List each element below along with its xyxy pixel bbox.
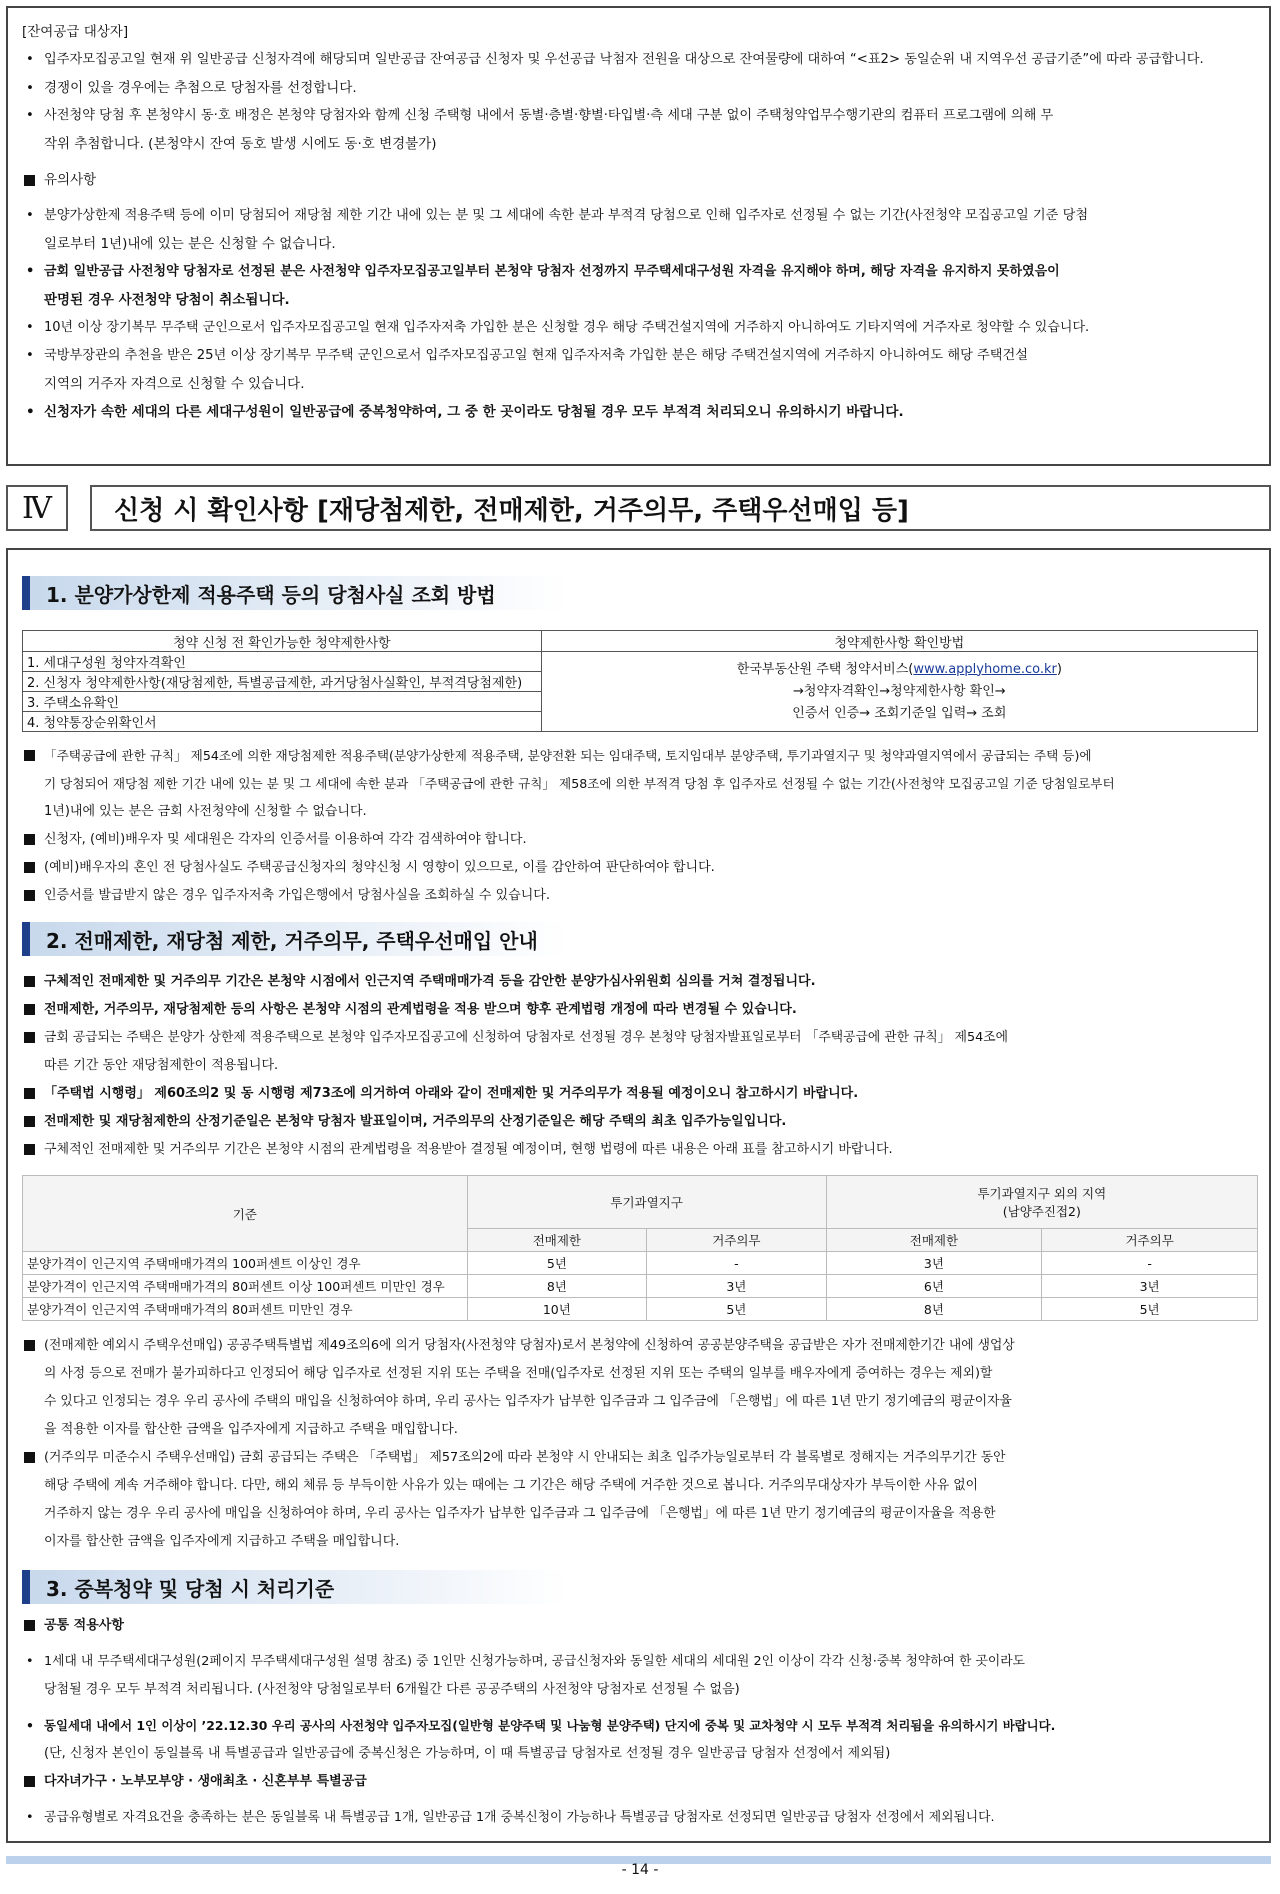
note-item: (거주의무 미준수시 주택우선매입) 금회 공급되는 주택은 「주택법」 제57조의2에 따라 본청약 시 안내되는 최초 입주가능일로부터 각 블록별로 정해지는 거주의무기간 동안 xyxy=(22,1444,1255,1472)
bullet-item: • 금회 일반공급 사전청약 당첨자로 선정된 분은 사전청약 입주자모집공고일부터 본청약 당첨자 선정까지 무주택세대구성원 자격을 유지해야 하며, 해당 자격을 유지하지 못하였음이 xyxy=(22,258,1255,286)
section-1-title: 1. 분양가상한제 적용주택 등의 당첨사실 조회 방법 xyxy=(46,582,496,607)
table-header: 투기과열지구 외의 지역 (남양주진접2) xyxy=(826,1176,1257,1229)
note-item: 인증서를 발급받지 않은 경우 입주자저축 가입은행에서 당첨사실을 조회하실 수 있습니다. xyxy=(22,882,1255,910)
table-cell: 1. 세대구성원 청약자격확인 xyxy=(23,652,542,672)
table-cell: 분양가격이 인근지역 주택매매가격의 80퍼센트 미만인 경우 xyxy=(23,1298,468,1321)
section-3-heading xyxy=(22,1570,567,1604)
note-continuation: 기 당첨되어 재당첨 제한 기간 내에 있는 분 및 그 세대에 속한 분과 「주택공급에 관한 규칙」 제58조에 의한 부적격 당첨 후 입주자로 선정될 수 없는 기간(사전청약 모집공고일 기준 당첨일로부터 xyxy=(44,776,1115,791)
bullet-item: • 사전청약 당첨 후 본청약시 동·호 배정은 본청약 당첨자와 함께 신청 주택형 내에서 동별·층별·향별·타입별·측 세대 구분 없이 주택청약업무수행기관의 컴퓨터 프로그램에 의해 무 xyxy=(22,102,1255,130)
residual-supply-box xyxy=(6,6,1271,466)
table-cell: 5년 xyxy=(647,1298,827,1321)
applyhome-link[interactable]: www.applyhome.co.kr xyxy=(913,661,1057,677)
bullet-item: • 신청자가 속한 세대의 다른 세대구성원이 일반공급에 중복청약하여, 그 중 한 곳이라도 당첨될 경우 모두 부적격 처리되오니 유의하시기 바랍니다. xyxy=(22,398,1255,426)
section-1-heading xyxy=(22,576,567,610)
section-3-body xyxy=(22,1612,1255,1832)
table-cell: 8년 xyxy=(826,1298,1042,1321)
table-header: 청약 신청 전 확인가능한 청약제한사항 xyxy=(23,631,542,652)
note-continuation: 해당 주택에 계속 거주해야 합니다. 다만, 해외 체류 등 부득이한 사유가 있는 때에는 그 기간은 해당 주택에 거주한 것으로 봅니다. 거주의무대상자가 부득이한 사유 없이 xyxy=(44,1478,979,1493)
table-subheader: 거주의무 xyxy=(647,1229,827,1252)
check-method-steps: 인증서 인증→ 조회기준일 입력→ 조회 xyxy=(792,705,1007,721)
table-row xyxy=(23,1275,1258,1298)
notice-heading: 유의사항 xyxy=(22,166,1255,194)
check-method-cell: 한국부동산원 주택 청약서비스(www.applyhome.co.kr) →청약자격확인→청약제한사항 확인→ 인증서 인증→ 조회기준일 입력→ 조회 xyxy=(541,652,1257,732)
table-row xyxy=(23,1298,1258,1321)
note-item: 구체적인 전매제한 및 거주의무 기간은 본청약 시점의 관계법령을 적용받아 결정될 예정이며, 현행 법령에 따른 내용은 아래 표를 참고하시기 바랍니다. xyxy=(22,1136,1255,1164)
check-method-steps: →청약자격확인→청약제한사항 확인→ xyxy=(793,683,1006,699)
section-heading: [잔여공급 대상자] xyxy=(22,24,129,40)
subheading: 다자녀가구 · 노부모부양 · 생애최초 · 신혼부부 특별공급 xyxy=(22,1768,1255,1796)
table-cell: - xyxy=(647,1252,827,1275)
table-cell: 10년 xyxy=(467,1298,647,1321)
table-cell: - xyxy=(1042,1252,1258,1275)
bullet-continuation: 판명된 경우 사전청약 당첨이 취소됩니다. xyxy=(44,292,290,308)
section-3-title: 3. 중복청약 및 당첨 시 처리기준 xyxy=(46,1576,335,1601)
note-item: 구체적인 전매제한 및 거주의무 기간은 본청약 시점에서 인근지역 주택매매가격 등을 감안한 분양가심사위원회 심의를 거쳐 결정됩니다. xyxy=(22,968,1255,996)
subheading: 공통 적용사항 xyxy=(22,1612,1255,1640)
table-cell: 분양가격이 인근지역 주택매매가격의 100퍼센트 이상인 경우 xyxy=(23,1252,468,1275)
note-item: 전매제한 및 재당첨제한의 산정기준일은 본청약 당첨자 발표일이며, 거주의무의 산정기준일은 해당 주택의 최초 입주가능일입니다. xyxy=(22,1108,1255,1136)
chapter-number: Ⅳ xyxy=(6,485,68,531)
resale-restriction-table xyxy=(22,1175,1258,1321)
note-continuation: 수 있다고 인정되는 경우 우리 공사에 주택의 매입을 신청하여야 하며, 우리 공사는 입주자가 납부한 입주금과 그 입주금에 「은행법」에 따른 1년 만기 정기예금의 평균이자율 xyxy=(44,1394,1012,1409)
note-item: 전매제한, 거주의무, 재당첨제한 등의 사항은 본청약 시점의 관계법령을 적용 받으며 향후 관계법령 개정에 따라 변경될 수 있습니다. xyxy=(22,996,1255,1024)
bullet-continuation: 일로부터 1년)내에 있는 분은 신청할 수 없습니다. xyxy=(44,236,336,252)
table-cell: 3년 xyxy=(826,1252,1042,1275)
table-header: 투기과열지구 xyxy=(467,1176,826,1229)
bullet-item: • 1세대 내 무주택세대구성원(2페이지 무주택세대구성원 설명 참조) 중 1인만 신청가능하며, 공급신청자와 동일한 세대의 세대원 2인 이상이 각각 신청·중복 청약하여 한 곳이라도 xyxy=(22,1648,1255,1676)
section-2-heading xyxy=(22,922,567,956)
table-cell: 3년 xyxy=(1042,1275,1258,1298)
note-continuation: 1년)내에 있는 분은 금회 사전청약에 신청할 수 없습니다. xyxy=(44,804,367,819)
bullet-note: (단, 신청자 본인이 동일블록 내 특별공급과 일반공급에 중복신청은 가능하며, 이 때 특별공급 당첨자로 선정될 경우 일반공급 당첨자 선정에서 제외됨) xyxy=(44,1746,891,1761)
note-continuation: 이자를 합산한 금액을 입주자에게 지급하고 주택을 매입합니다. xyxy=(44,1534,400,1549)
bullet-item: • 경쟁이 있을 경우에는 추첨으로 당첨자를 선정합니다. xyxy=(22,74,1255,102)
section-2-notes xyxy=(22,968,1255,1164)
note-item: (예비)배우자의 혼인 전 당첨사실도 주택공급신청자의 청약신청 시 영향이 있으므로, 이를 감안하여 판단하여야 합니다. xyxy=(22,854,1255,882)
note-item: 금회 공급되는 주택은 분양가 상한제 적용주택으로 본청약 입주자모집공고에 신청하여 당첨자로 선정될 경우 본청약 당첨자발표일로부터 「주택공급에 관한 규칙」 제54조에 xyxy=(22,1024,1255,1052)
note-item: (전매제한 예외시 주택우선매입) 공공주택특별법 제49조의6에 의거 당첨자(사전청약 당첨자)로서 본청약에 신청하여 공공분양주택을 공급받은 자가 전매제한기간 내에 생업상 xyxy=(22,1332,1255,1360)
bullet-item: • 10년 이상 장기복무 무주택 군인으로서 입주자모집공고일 현재 입주자저축 가입한 분은 신청할 경우 해당 주택건설지역에 거주하지 아니하여도 기타지역에 거주자로 청약할 수 있습니다. xyxy=(22,314,1255,342)
section-2-priority-purchase xyxy=(22,1332,1255,1556)
table-cell: 6년 xyxy=(826,1275,1042,1298)
bullet-item: • 분양가상한제 적용주택 등에 이미 당첨되어 재당첨 제한 기간 내에 있는 분 및 그 세대에 속한 분과 부적격 당첨으로 인해 입주자로 선정될 수 없는 기간(사전청약 모집공고일 기준 당첨 xyxy=(22,202,1255,230)
table-subheader: 거주의무 xyxy=(1042,1229,1258,1252)
table-header: 청약제한사항 확인방법 xyxy=(541,631,1257,652)
table-cell: 5년 xyxy=(1042,1298,1258,1321)
note-continuation: 거주하지 않는 경우 우리 공사에 매입을 신청하여야 하며, 우리 공사는 입주자가 납부한 입주금과 그 입주금에 「은행법」에 따른 1년 만기 정기예금의 평균이자율을 적용한 xyxy=(44,1506,996,1521)
note-item: 「주택법 시행령」 제60조의2 및 동 시행령 제73조에 의거하여 아래와 같이 전매제한 및 거주의무가 적용될 예정이오니 참고하시기 바랍니다. xyxy=(22,1080,1255,1108)
bullet-item: • 국방부장관의 추천을 받은 25년 이상 장기복무 무주택 군인으로서 입주자모집공고일 현재 입주자저축 가입한 분은 해당 주택건설지역에 거주하지 아니하여도 해당 주택건설 xyxy=(22,342,1255,370)
table-cell: 3년 xyxy=(647,1275,827,1298)
page-number: - 14 - xyxy=(621,1862,659,1878)
bullet-item: • 동일세대 내에서 1인 이상이 ’22.12.30 우리 공사의 사전청약 입주자모집(일반형 분양주택 및 나눔형 분양주택) 단지에 중복 및 교차청약 시 모두 부적격 처리됨을 유의하시기 바랍니다. xyxy=(22,1712,1255,1740)
restriction-check-table xyxy=(22,630,1258,732)
table-cell: 2. 신청자 청약제한사항(재당첨제한, 특별공급제한, 과거당첨사실확인, 부적격당첨제한) xyxy=(23,672,542,692)
main-content-box xyxy=(6,548,1271,1843)
bullet-continuation: 당첨될 경우 모두 부적격 처리됩니다. (사전청약 당첨일로부터 6개월간 다른 공공주택의 사전청약 당첨자로 선정될 수 없음) xyxy=(44,1682,740,1697)
table-header: 기준 xyxy=(23,1176,468,1252)
bullet-item: • 입주자모집공고일 현재 위 일반공급 신청자격에 해당되며 일반공급 잔여공급 신청자 및 우선공급 낙첨자 전원을 대상으로 잔여물량에 대하여 “<표2> 동일순위 내 지역우선 공급기준”에 따라 공급합니다. xyxy=(22,46,1255,74)
bullet-continuation: 작위 추첨합니다. (본청약시 잔여 동호 발생 시에도 동·호 변경불가) xyxy=(44,136,437,152)
table-subheader: 전매제한 xyxy=(467,1229,647,1252)
note-continuation: 의 사정 등으로 전매가 불가피하다고 인정되어 해당 입주자로 선정된 지위 또는 주택을 전매(입주자로 선정된 지위 또는 주택의 일부를 배우자에게 증여하는 경우는 제외)할 xyxy=(44,1366,993,1381)
note-continuation: 따른 기간 동안 재당첨제한이 적용됩니다. xyxy=(44,1058,279,1073)
table-cell: 8년 xyxy=(467,1275,647,1298)
note-continuation: 을 적용한 이자를 합산한 금액을 입주자에게 지급하고 주택을 매입합니다. xyxy=(44,1422,458,1437)
bullet-item: • 공급유형별로 자격요건을 충족하는 분은 동일블록 내 특별공급 1개, 일반공급 1개 중복신청이 가능하나 특별공급 당첨자로 선정되면 일반공급 당첨자 선정에서 제외됩니다. xyxy=(22,1804,1255,1832)
chapter-header xyxy=(6,485,1271,531)
note-item: 신청자, (예비)배우자 및 세대원은 각자의 인증서를 이용하여 각각 검색하여야 합니다. xyxy=(22,826,1255,854)
note-item: 「주택공급에 관한 규칙」 제54조에 의한 재당첨제한 적용주택(분양가상한제 적용주택, 분양전환 되는 임대주택, 토지임대부 분양주택, 투기과열지구 및 청약과열지역에서 공급되는 주택 등)에 xyxy=(22,742,1255,770)
table-cell: 3. 주택소유확인 xyxy=(23,692,542,712)
table-cell: 5년 xyxy=(467,1252,647,1275)
table-row xyxy=(23,1252,1258,1275)
chapter-title: 신청 시 확인사항 [재당첨제한, 전매제한, 거주의무, 주택우선매입 등] xyxy=(90,485,1271,531)
table-cell: 4. 청약통장순위확인서 xyxy=(23,712,542,732)
section-1-notes xyxy=(22,742,1255,910)
bullet-continuation: 지역의 거주자 자격으로 신청할 수 있습니다. xyxy=(44,376,305,392)
table-cell: 분양가격이 인근지역 주택매매가격의 80퍼센트 이상 100퍼센트 미만인 경우 xyxy=(23,1275,468,1298)
section-2-title: 2. 전매제한, 재당첨 제한, 거주의무, 주택우선매입 안내 xyxy=(46,928,538,953)
table-subheader: 전매제한 xyxy=(826,1229,1042,1252)
